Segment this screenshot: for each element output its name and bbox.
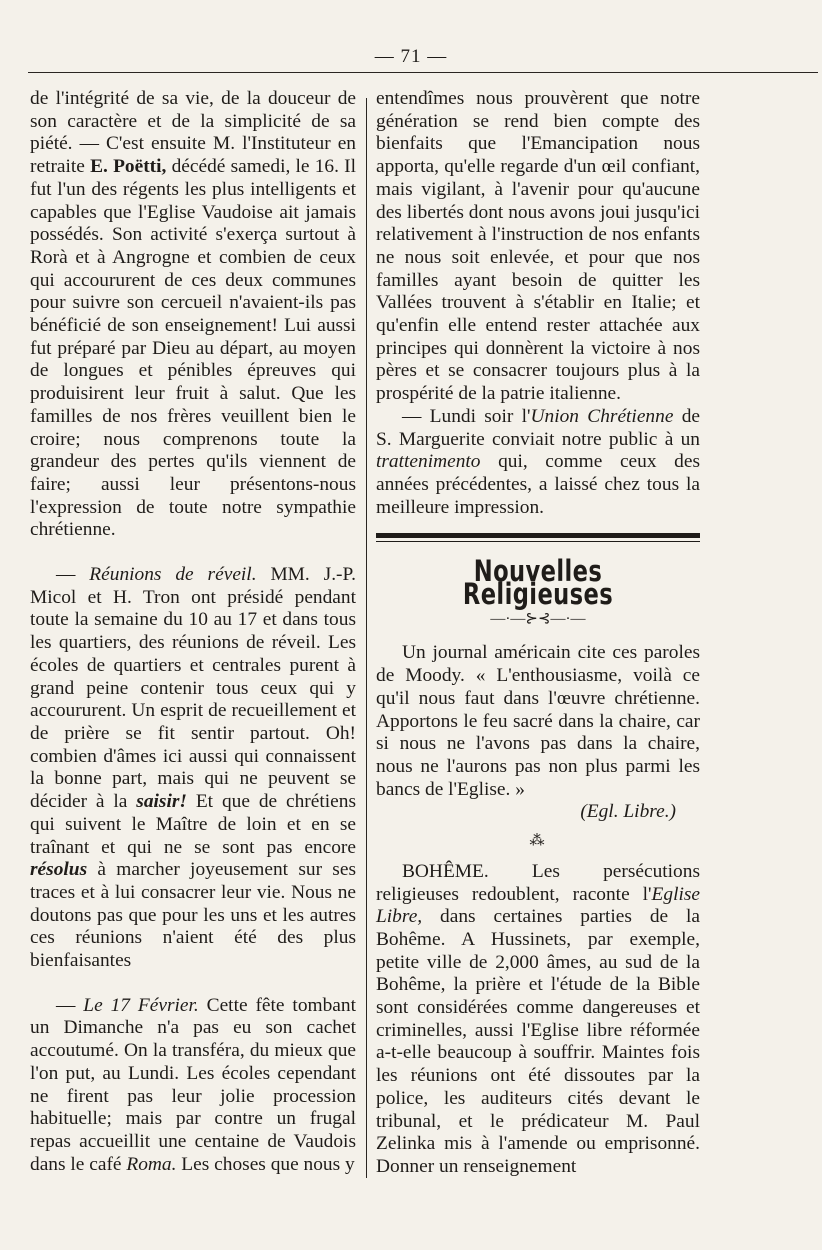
moody-paragraph: Un journal américain cite ces paroles de Moody. « L'enthousiasme, voilà ce qu'il nous faut dans l'œuvre chrétienne. Apportons le feu sacré dans la chaire, car si nous ne l'avons pas dans la chaire, nous ne l'aurons pas non plus parmi les bancs de l'Eglise. » (376, 642, 700, 800)
column-divider (366, 98, 367, 1178)
boheme-paragraph: BOHÊME. Les persécutions religieuses redoublent, raconte l'Eglise Libre, dans certaines parties de la Bohême. A Hussinets, par exemple, petite ville de 2,000 âmes, au sud de la Bohême, la prière et l'étude de la Bible sont considérées comme dangereuses et criminelles, aussi l'Eglise libre réformée a-t-elle beaucoup à souffrir. Maintes fois les réunions ont été dissoutes par la police, les auditeurs cités devant le tribunal, et le prédicateur M. Paul Zelinka mis à l'amende ou emprisonné. Donner un renseignement (376, 860, 700, 1177)
section-title: Nouvelles Religieuses (462, 554, 614, 612)
section-rule-thin (376, 541, 700, 542)
obituary-name: E. Poëtti, (90, 156, 167, 178)
february-heading: Le 17 Février. (83, 994, 199, 1016)
source-citation: (Egl. Libre.) (580, 801, 676, 823)
revival-heading: Réunions de réveil. (89, 564, 257, 586)
header-rule (28, 72, 818, 73)
obituary-paragraph: de l'intégrité de sa vie, de la douceur de son caractère et de la simplicité de sa piété. — C'est ensuite M. l'Instituteur en retraite E. Poëtti, décédé samedi, le 16. Il fut l'un des régents les plus intelligents et capables que l'Eglise Vaudoise ait jamais possédés. Son activité s'exerça surtout à Rorà et à Angrogne et combien de ceux qui accoururent de ces deux communes pour suivre son cercueil n'avaient-ils pas bénéficié de son enseignement! Lui aussi fut préparé par Dieu au départ, au moyen de longues et pénibles épreuves qui produisirent leur fruit à salut. Que les familles de nos frères veuillent bien le croire; nous comprenons toute la grandeur des pertes qu'ils viennent de faire; aussi leur présentons-nous l'expression de toute notre sympathie chrétienne. (30, 88, 356, 541)
revival-paragraph: — Réunions de réveil. MM. J.-P. Micol et H. Tron ont présidé pendant toute la semaine du 10 au 17 et dans tous les quartiers, des réunions de réveil. Les écoles de quartiers et centrales purent à grand peine contenir tous ceux qui y accoururent. Un esprit de recueillement et de prière se fit sentir partout. Oh! combien d'âmes ici aussi qui connaissent la bonne part, mais qui ne peuvent se décider à la saisir! Et que de chrétiens qui suivent le Maître de loin et en se traînant et qui ne se sont pas encore résolus à marcher joyeusement sur ses traces et à lui consacrer leur vie. Nous ne doutons pas que pour les uns et les autres ces réunions n'aient été des plus bienfaisantes (30, 564, 356, 972)
union-paragraph: — Lundi soir l'Union Chrétienne de S. Marguerite conviait notre public à un trattenimento qui, comme ceux des années précédentes, a laissé chez tous la meilleure impression. (376, 405, 701, 518)
section-rule-thick (376, 533, 700, 538)
asterism-divider: ⁂ (529, 833, 547, 850)
page-number: — 71 — (374, 46, 448, 67)
emancipation-paragraph: entendîmes nous prouvèrent que notre génération se rend bien compte des bienfaits que l'Emancipation nous apporta, qu'elle regarde d'un œil confiant, mais vigilant, à l'avenir pour qu'aucune des libertés dont nous avons joui jusqu'ici relativement à l'instruction de nos enfants ne nous soit enlevée, et pour que nos familles ayant besoin de quitter les Vallées trouvent à s'établir en Italie; et qu'enfin elle entend rester attachée aux principes qui donnèrent la victoire à nos pères et se consacrer toujours plus à la prospérité de la patrie italienne. (376, 88, 700, 405)
right-column (376, 88, 700, 1179)
ornament-divider: —·—⊱⊰—·— (490, 610, 586, 627)
february-paragraph: — Le 17 Février. Cette fête tombant un Dimanche n'a pas eu son cachet accoutumé. On la transféra, du mieux que l'on put, au Lundi. Les écoles cependant ne firent pas leur jolie procession habituelle; mais par contre un frugal repas accueillit une centaine de Vaudois dans le café Roma. Les choses que nous y (30, 994, 356, 1175)
left-column (30, 88, 356, 1176)
